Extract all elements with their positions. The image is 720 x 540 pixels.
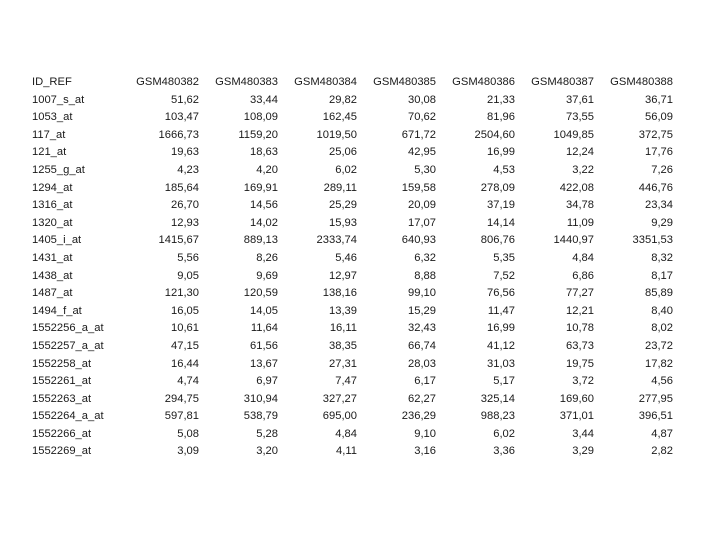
expression-value-cell: 695,00 (322, 410, 357, 423)
expression-value-cell: 7,47 (335, 375, 357, 388)
expression-value-cell: 81,96 (487, 111, 515, 124)
expression-value-cell: 16,05 (171, 304, 199, 317)
probe-id-cell: 1316_at (32, 199, 73, 212)
probe-id-cell: 1487_at (32, 287, 73, 300)
table-row (32, 303, 673, 321)
expression-value-cell: 236,29 (401, 410, 436, 423)
expression-value-cell: 47,15 (171, 339, 199, 352)
expression-value-cell: 1159,20 (238, 128, 278, 141)
expression-value-cell: 4,87 (651, 427, 673, 440)
expression-value-cell: 422,08 (559, 181, 594, 194)
probe-id-cell: 1552263_at (32, 392, 92, 405)
table-row (32, 320, 673, 338)
expression-value-cell: 15,29 (408, 304, 436, 317)
expression-value-cell: 396,51 (638, 410, 673, 423)
column-header-sample: GSM480382 (136, 76, 199, 88)
probe-id-cell: 1294_at (32, 181, 73, 194)
expression-value-cell: 2,82 (651, 445, 673, 458)
expression-value-cell: 2333,74 (316, 234, 357, 247)
table-row (32, 144, 673, 162)
expression-value-cell: 6,02 (493, 427, 515, 440)
expression-value-cell: 33,44 (250, 93, 278, 106)
expression-value-cell: 37,19 (487, 199, 515, 212)
expression-value-cell: 108,09 (243, 111, 278, 124)
expression-value-cell: 3,36 (493, 445, 515, 458)
expression-value-cell: 37,61 (566, 93, 594, 106)
expression-value-cell: 8,32 (651, 251, 673, 264)
expression-value-cell: 51,62 (171, 93, 199, 106)
expression-value-cell: 2504,60 (474, 128, 515, 141)
expression-value-cell: 5,17 (493, 375, 515, 388)
probe-id-cell: 1552264_a_at (32, 410, 104, 423)
expression-value-cell: 6,86 (572, 269, 594, 282)
probe-id-cell: 1552258_at (32, 357, 92, 370)
expression-value-cell: 9,29 (651, 216, 673, 229)
table-row (32, 232, 673, 250)
expression-value-cell: 327,27 (322, 392, 357, 405)
probe-id-cell: 121_at (32, 146, 67, 159)
table-row (32, 408, 673, 426)
expression-value-cell: 12,93 (171, 216, 199, 229)
expression-value-cell: 14,56 (250, 199, 278, 212)
expression-value-cell: 889,13 (243, 234, 278, 247)
expression-value-cell: 289,11 (323, 181, 357, 194)
expression-value-cell: 27,31 (329, 357, 357, 370)
expression-value-cell: 14,02 (250, 216, 278, 229)
expression-value-cell: 62,27 (408, 392, 436, 405)
expression-value-cell: 988,23 (480, 410, 515, 423)
probe-id-cell: 1405_i_at (32, 234, 82, 247)
probe-id-cell: 1255_g_at (32, 163, 85, 176)
expression-value-cell: 1415,67 (158, 234, 199, 247)
expression-value-cell: 162,45 (322, 111, 357, 124)
expression-value-cell: 1440,97 (553, 234, 594, 247)
expression-value-cell: 1019,50 (316, 128, 357, 141)
column-header-sample: GSM480386 (452, 76, 515, 88)
expression-value-cell: 120,59 (243, 287, 278, 300)
expression-value-cell: 4,53 (493, 163, 515, 176)
expression-table (32, 74, 673, 461)
probe-id-cell: 1438_at (32, 269, 73, 282)
expression-value-cell: 56,09 (645, 111, 673, 124)
probe-id-cell: 1007_s_at (32, 93, 85, 106)
table-row (32, 127, 673, 145)
expression-value-cell: 6,02 (335, 163, 357, 176)
expression-value-cell: 169,91 (243, 181, 278, 194)
expression-value-cell: 9,69 (256, 269, 278, 282)
expression-value-cell: 18,63 (250, 146, 278, 159)
expression-value-cell: 3,16 (414, 445, 436, 458)
expression-value-cell: 66,74 (408, 339, 436, 352)
expression-value-cell: 8,17 (651, 269, 673, 282)
expression-value-cell: 3,20 (256, 445, 278, 458)
expression-value-cell: 446,76 (638, 181, 673, 194)
expression-value-cell: 25,06 (329, 146, 357, 159)
expression-value-cell: 73,55 (566, 111, 594, 124)
probe-id-cell: 1552261_at (32, 375, 92, 388)
expression-value-cell: 4,56 (651, 375, 673, 388)
expression-value-cell: 3,72 (572, 375, 594, 388)
expression-value-cell: 103,47 (164, 111, 199, 124)
expression-value-cell: 6,32 (414, 251, 436, 264)
probe-id-cell: 1552257_a_at (32, 339, 104, 352)
table-row (32, 338, 673, 356)
probe-id-cell: 1320_at (32, 216, 73, 229)
expression-value-cell: 5,08 (177, 427, 199, 440)
expression-value-cell: 17,76 (645, 146, 673, 159)
expression-value-cell: 13,39 (329, 304, 357, 317)
expression-value-cell: 3,22 (572, 163, 594, 176)
table-row (32, 162, 673, 180)
table-row (32, 109, 673, 127)
expression-value-cell: 5,46 (335, 251, 357, 264)
expression-value-cell: 4,20 (256, 163, 278, 176)
expression-value-cell: 6,17 (414, 375, 436, 388)
table-row (32, 356, 673, 374)
expression-value-cell: 7,52 (493, 269, 515, 282)
expression-value-cell: 12,24 (566, 146, 594, 159)
expression-value-cell: 8,40 (651, 304, 673, 317)
table-row (32, 215, 673, 233)
probe-id-cell: 1552266_at (32, 427, 92, 440)
table-row (32, 373, 673, 391)
column-header-sample: GSM480387 (531, 76, 594, 88)
expression-value-cell: 640,93 (401, 234, 436, 247)
expression-value-cell: 11,47 (487, 304, 515, 317)
expression-value-cell: 17,07 (408, 216, 436, 229)
expression-value-cell: 6,97 (256, 375, 278, 388)
expression-value-cell: 5,30 (414, 163, 436, 176)
expression-value-cell: 20,09 (408, 199, 436, 212)
data-sheet (32, 74, 673, 461)
column-header-sample: GSM480383 (215, 76, 278, 88)
table-row (32, 426, 673, 444)
expression-value-cell: 8,02 (651, 322, 673, 335)
expression-value-cell: 671,72 (401, 128, 436, 141)
expression-value-cell: 3,09 (177, 445, 199, 458)
expression-value-cell: 85,89 (645, 287, 673, 300)
table-row (32, 443, 673, 461)
probe-id-cell: 1494_f_at (32, 304, 82, 317)
expression-value-cell: 310,94 (243, 392, 278, 405)
expression-value-cell: 4,84 (572, 251, 594, 264)
expression-value-cell: 16,11 (329, 322, 357, 335)
expression-value-cell: 538,79 (243, 410, 278, 423)
expression-value-cell: 19,75 (566, 357, 594, 370)
expression-value-cell: 32,43 (408, 322, 436, 335)
expression-value-cell: 4,23 (177, 163, 199, 176)
expression-value-cell: 70,62 (408, 111, 436, 124)
expression-value-cell: 3351,53 (632, 234, 673, 247)
expression-value-cell: 325,14 (480, 392, 515, 405)
probe-id-cell: 1552256_a_at (32, 322, 104, 335)
expression-value-cell: 16,99 (487, 146, 515, 159)
expression-value-cell: 138,16 (322, 287, 357, 300)
expression-value-cell: 806,76 (480, 234, 515, 247)
expression-value-cell: 121,30 (164, 287, 199, 300)
expression-value-cell: 42,95 (408, 146, 436, 159)
expression-value-cell: 294,75 (164, 392, 199, 405)
expression-value-cell: 9,10 (414, 427, 436, 440)
expression-value-cell: 21,33 (487, 93, 515, 106)
expression-value-cell: 19,63 (171, 146, 199, 159)
expression-value-cell: 10,61 (171, 322, 199, 335)
expression-value-cell: 25,29 (329, 199, 357, 212)
expression-value-cell: 99,10 (408, 287, 436, 300)
probe-id-cell: 1552269_at (32, 445, 92, 458)
expression-value-cell: 77,27 (566, 287, 594, 300)
expression-value-cell: 61,56 (250, 339, 278, 352)
table-row (32, 197, 673, 215)
expression-value-cell: 11,64 (250, 322, 278, 335)
expression-value-cell: 76,56 (487, 287, 515, 300)
expression-value-cell: 30,08 (408, 93, 436, 106)
expression-value-cell: 169,60 (559, 392, 594, 405)
table-row (32, 180, 673, 198)
expression-value-cell: 277,95 (638, 392, 673, 405)
table-row (32, 285, 673, 303)
table-row (32, 92, 673, 110)
expression-value-cell: 372,75 (638, 128, 673, 141)
table-row (32, 268, 673, 286)
expression-value-cell: 14,14 (487, 216, 515, 229)
expression-value-cell: 16,44 (171, 357, 199, 370)
expression-value-cell: 41,12 (487, 339, 515, 352)
expression-value-cell: 9,05 (177, 269, 199, 282)
expression-value-cell: 4,74 (177, 375, 199, 388)
expression-value-cell: 17,82 (645, 357, 673, 370)
column-header-id-ref: ID_REF (32, 76, 72, 88)
expression-value-cell: 29,82 (329, 93, 357, 106)
expression-value-cell: 5,56 (177, 251, 199, 264)
table-row (32, 250, 673, 268)
expression-value-cell: 12,21 (566, 304, 594, 317)
column-header-sample: GSM480385 (373, 76, 436, 88)
expression-value-cell: 7,26 (651, 163, 673, 176)
table-row (32, 391, 673, 409)
probe-id-cell: 1053_at (32, 111, 73, 124)
expression-value-cell: 10,78 (566, 322, 594, 335)
expression-value-cell: 5,28 (256, 427, 278, 440)
table-body (32, 92, 673, 461)
expression-value-cell: 15,93 (329, 216, 357, 229)
expression-value-cell: 13,67 (250, 357, 278, 370)
column-header-sample: GSM480388 (610, 76, 673, 88)
expression-value-cell: 63,73 (566, 339, 594, 352)
expression-value-cell: 597,81 (164, 410, 199, 423)
expression-value-cell: 8,88 (414, 269, 436, 282)
expression-value-cell: 38,35 (329, 339, 357, 352)
expression-value-cell: 34,78 (566, 199, 594, 212)
expression-value-cell: 4,84 (335, 427, 357, 440)
expression-value-cell: 159,58 (401, 181, 436, 194)
expression-value-cell: 26,70 (171, 199, 199, 212)
expression-value-cell: 23,72 (645, 339, 673, 352)
expression-value-cell: 4,11 (336, 445, 357, 458)
expression-value-cell: 28,03 (408, 357, 436, 370)
expression-value-cell: 371,01 (559, 410, 594, 423)
expression-value-cell: 23,34 (645, 199, 673, 212)
expression-value-cell: 5,35 (493, 251, 515, 264)
expression-value-cell: 31,03 (487, 357, 515, 370)
probe-id-cell: 117_at (32, 128, 66, 141)
expression-value-cell: 278,09 (480, 181, 515, 194)
expression-value-cell: 1666,73 (158, 128, 199, 141)
expression-value-cell: 12,97 (329, 269, 357, 282)
probe-id-cell: 1431_at (32, 251, 73, 264)
expression-value-cell: 8,26 (256, 251, 278, 264)
expression-value-cell: 11,09 (566, 216, 594, 229)
expression-value-cell: 3,44 (572, 427, 594, 440)
expression-value-cell: 14,05 (250, 304, 278, 317)
expression-value-cell: 16,99 (487, 322, 515, 335)
expression-value-cell: 3,29 (572, 445, 594, 458)
expression-value-cell: 36,71 (645, 93, 673, 106)
header-row (32, 74, 673, 92)
expression-value-cell: 1049,85 (553, 128, 594, 141)
column-header-sample: GSM480384 (294, 76, 357, 88)
expression-value-cell: 185,64 (164, 181, 199, 194)
